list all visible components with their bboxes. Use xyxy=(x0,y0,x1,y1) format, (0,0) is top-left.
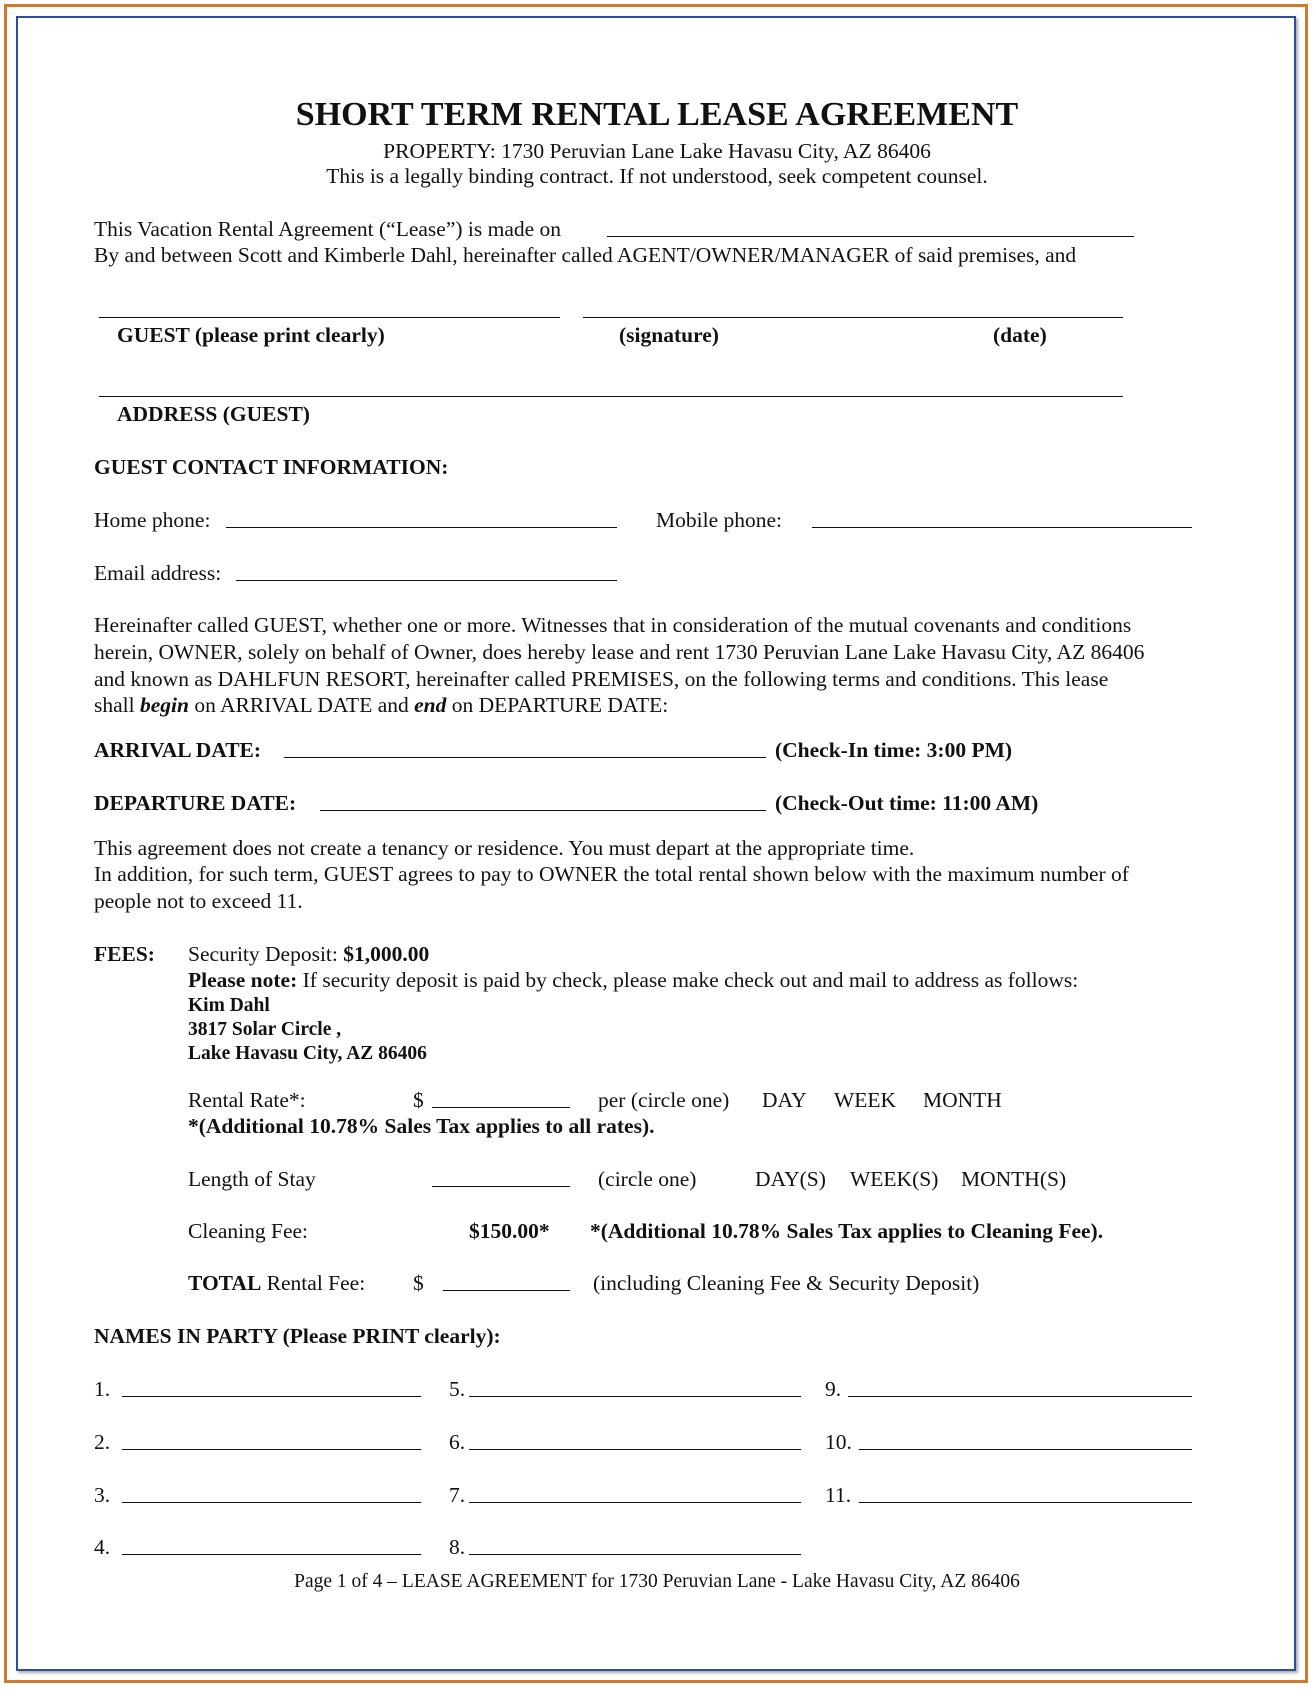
mail-street: 3817 Solar Circle , xyxy=(188,1019,342,1040)
checkout-time: (Check-Out time: 11:00 AM) xyxy=(775,791,1039,815)
option-month[interactable]: MONTH xyxy=(923,1088,1002,1112)
made-on-text: This Vacation Rental Agreement (“Lease”) is made on xyxy=(94,217,562,241)
length-of-stay-label: Length of Stay xyxy=(188,1167,316,1191)
agreement-line-3: people not to exceed 11. xyxy=(94,889,303,913)
per-circle-one: per (circle one) xyxy=(598,1088,730,1112)
arrival-blank[interactable] xyxy=(284,757,766,758)
made-on-blank[interactable] xyxy=(607,236,1134,237)
party-name-blank[interactable] xyxy=(859,1502,1192,1503)
date-label: (date) xyxy=(993,323,1047,347)
mobile-phone-blank[interactable] xyxy=(812,527,1192,528)
cleaning-fee-label: Cleaning Fee: xyxy=(188,1219,309,1243)
terms-departure: on DEPARTURE DATE: xyxy=(451,693,669,717)
party-number: 10. xyxy=(825,1430,852,1454)
terms-line-3: and known as DAHLFUN RESORT, hereinafter called PREMISES, on the following terms and conditions. This lease xyxy=(94,667,1109,691)
option-week[interactable]: WEEK xyxy=(834,1088,897,1112)
party-number: 9. xyxy=(825,1377,842,1401)
party-heading: NAMES IN PARTY (Please PRINT clearly): xyxy=(94,1324,501,1348)
departure-label: DEPARTURE DATE: xyxy=(94,791,297,815)
party-number: 7. xyxy=(449,1483,466,1507)
property-line: PROPERTY: 1730 Peruvian Lane Lake Havasu City, AZ 86406 xyxy=(383,139,931,163)
rental-rate-blank[interactable] xyxy=(432,1107,570,1108)
terms-begin: begin xyxy=(139,693,189,717)
party-name-blank[interactable] xyxy=(469,1554,801,1555)
party-number: 8. xyxy=(449,1535,466,1559)
document-title: SHORT TERM RENTAL LEASE AGREEMENT xyxy=(295,96,1019,133)
address-label: ADDRESS (GUEST) xyxy=(117,402,310,426)
rate-tax-note: *(Additional 10.78% Sales Tax applies to all rates). xyxy=(188,1114,655,1138)
contact-heading: GUEST CONTACT INFORMATION: xyxy=(94,455,449,479)
party-name-blank[interactable] xyxy=(122,1502,421,1503)
please-note-text: If security deposit is paid by check, please make check out and mail to address as follows: xyxy=(302,968,1079,992)
legal-notice: This is a legally binding contract. If not understood, seek competent counsel. xyxy=(326,164,988,188)
terms-line-2: herein, OWNER, solely on behalf of Owner, does hereby lease and rent 1730 Peruvian Lane Lake Havasu City, AZ 86406 xyxy=(94,640,1145,664)
total-bold: TOTAL xyxy=(188,1271,262,1295)
rental-rate-label: Rental Rate*: xyxy=(188,1088,306,1112)
agreement-line-2: In addition, for such term, GUEST agrees to pay to OWNER the total rental shown below with the maximum number of xyxy=(94,862,1129,886)
party-name-blank[interactable] xyxy=(469,1449,801,1450)
option-weeks[interactable]: WEEK(S) xyxy=(850,1167,939,1191)
please-note-label: Please note: xyxy=(188,968,298,992)
agreement-line-1: This agreement does not create a tenancy or residence. You must depart at the appropriate time. xyxy=(94,836,915,860)
mail-city: Lake Havasu City, AZ 86406 xyxy=(188,1043,427,1064)
party-number: 2. xyxy=(94,1430,111,1454)
party-number: 5. xyxy=(449,1377,466,1401)
party-name-blank[interactable] xyxy=(122,1396,421,1397)
checkin-time: (Check-In time: 3:00 PM) xyxy=(775,738,1013,762)
signature-date-blank[interactable] xyxy=(583,317,1123,318)
party-number: 4. xyxy=(94,1535,111,1559)
cleaning-tax-note: *(Additional 10.78% Sales Tax applies to Cleaning Fee). xyxy=(590,1219,1104,1243)
total-label: Rental Fee: xyxy=(266,1271,366,1295)
party-number: 11. xyxy=(825,1483,852,1507)
address-blank[interactable] xyxy=(99,396,1123,397)
page-footer: Page 1 of 4 – LEASE AGREEMENT for 1730 Peruvian Lane - Lake Havasu City, AZ 86406 xyxy=(294,1571,1020,1592)
terms-line-1: Hereinafter called GUEST, whether one or more. Witnesses that in consideration of the mutual covenants and conditions xyxy=(94,613,1132,637)
party-name-blank[interactable] xyxy=(122,1449,421,1450)
guest-label: GUEST (please print clearly) xyxy=(117,323,385,347)
party-number: 6. xyxy=(449,1430,466,1454)
party-name-blank[interactable] xyxy=(469,1396,801,1397)
terms-shall: shall xyxy=(94,693,135,717)
departure-blank[interactable] xyxy=(320,810,766,811)
party-name-blank[interactable] xyxy=(469,1502,801,1503)
terms-mid: on ARRIVAL DATE and xyxy=(194,693,409,717)
fees-label: FEES: xyxy=(94,942,155,966)
terms-end: end xyxy=(414,693,447,717)
signature-label: (signature) xyxy=(619,323,719,347)
cleaning-fee-value: $150.00* xyxy=(469,1219,550,1243)
party-name-blank[interactable] xyxy=(848,1396,1192,1397)
terms-line-4 xyxy=(94,695,668,717)
email-blank[interactable] xyxy=(236,580,617,581)
total-note: (including Cleaning Fee & Security Deposit) xyxy=(593,1271,980,1295)
option-days[interactable]: DAY(S) xyxy=(755,1167,826,1191)
party-number: 3. xyxy=(94,1483,111,1507)
arrival-label: ARRIVAL DATE: xyxy=(94,738,262,762)
security-deposit-label: Security Deposit: xyxy=(188,942,338,966)
security-deposit xyxy=(188,944,429,966)
email-label: Email address: xyxy=(94,561,222,585)
guest-name-blank[interactable] xyxy=(99,317,560,318)
party-name-blank[interactable] xyxy=(859,1449,1192,1450)
option-day[interactable]: DAY xyxy=(762,1088,807,1112)
rental-rate-dollar: $ xyxy=(413,1088,424,1112)
mail-name: Kim Dahl xyxy=(188,995,270,1016)
option-months[interactable]: MONTH(S) xyxy=(961,1167,1067,1191)
home-phone-label: Home phone: xyxy=(94,508,211,532)
mobile-phone-label: Mobile phone: xyxy=(656,508,782,532)
party-number: 1. xyxy=(94,1377,111,1401)
between-text: By and between Scott and Kimberle Dahl, hereinafter called AGENT/OWNER/MANAGER of said premises, and xyxy=(94,243,1077,267)
length-of-stay-blank[interactable] xyxy=(432,1186,570,1187)
total-dollar: $ xyxy=(413,1271,424,1295)
home-phone-blank[interactable] xyxy=(226,527,617,528)
party-name-blank[interactable] xyxy=(122,1554,421,1555)
please-note xyxy=(188,970,1078,992)
circle-one: (circle one) xyxy=(598,1167,697,1191)
total-blank[interactable] xyxy=(443,1290,570,1291)
total-rental-fee xyxy=(188,1273,365,1295)
security-deposit-value: $1,000.00 xyxy=(343,942,430,966)
